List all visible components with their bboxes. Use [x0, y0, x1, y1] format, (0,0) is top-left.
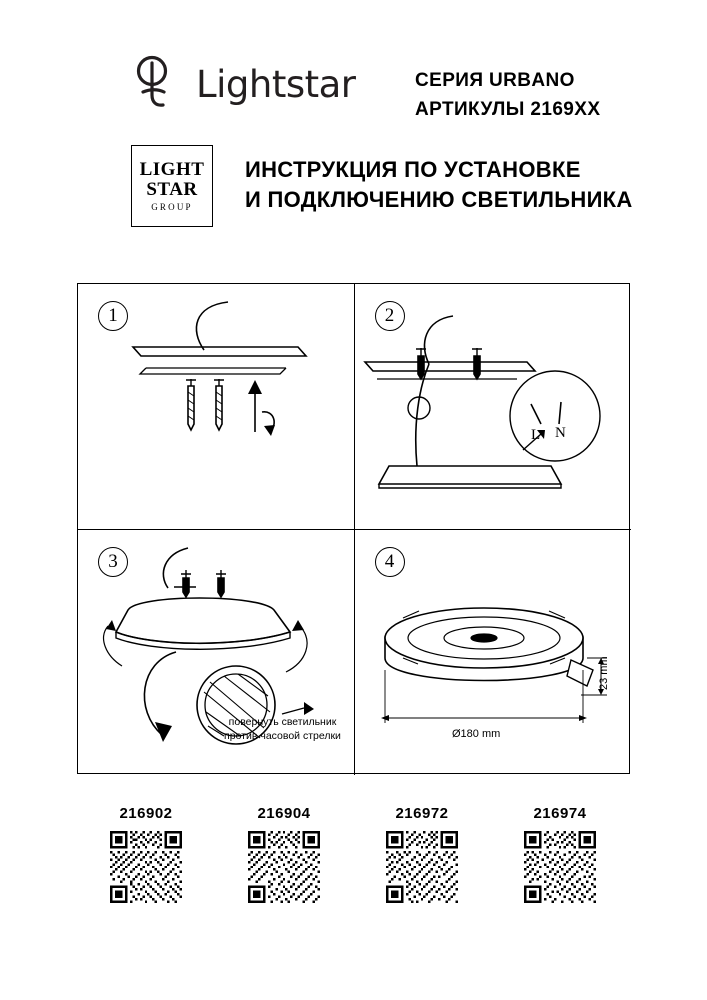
article-number: 216972	[395, 805, 449, 822]
dimension-height-label: 23 mm	[597, 655, 610, 690]
step-3-note	[215, 715, 350, 743]
brand-lockup	[130, 55, 356, 113]
wire-label-l: L	[530, 427, 540, 443]
step-3-note-line-1: повернуть светильник	[228, 715, 337, 728]
instruction-step-4	[355, 530, 632, 776]
page-title	[245, 155, 633, 215]
wiring-connection-icon	[355, 284, 632, 529]
instruction-grid	[77, 283, 630, 774]
step-number-1: 1	[98, 301, 128, 331]
instruction-step-2	[355, 284, 632, 530]
ceiling-bracket-screws-icon	[78, 284, 354, 529]
series-name: СЕРИЯ URBANO	[415, 70, 575, 91]
lsg-line-2: STAR	[146, 179, 198, 200]
article-code-item	[353, 805, 491, 935]
document-header	[0, 0, 707, 250]
fixture-dimensions-icon	[355, 530, 632, 776]
page-title-line-1: ИНСТРУКЦИЯ ПО УСТАНОВКЕ	[245, 157, 581, 182]
qr-code-216904	[248, 831, 320, 903]
brand-wordmark: Lightstar	[196, 62, 356, 106]
article-code-item	[215, 805, 353, 935]
article-number: 216974	[533, 805, 587, 822]
qr-code-216974	[524, 831, 596, 903]
qr-code-216902	[110, 831, 182, 903]
step-number-3: 3	[98, 547, 128, 577]
lightstar-group-logo	[131, 145, 213, 227]
article-code-item	[77, 805, 215, 935]
article-number: 216904	[257, 805, 311, 822]
qr-code-216972	[386, 831, 458, 903]
step-number-4: 4	[375, 547, 405, 577]
wire-label-n: N	[554, 425, 566, 441]
lsg-line-1: LIGHT	[139, 159, 205, 180]
article-number: 216902	[119, 805, 173, 822]
series-block	[415, 66, 600, 124]
lsg-line-3: GROUP	[151, 202, 193, 212]
article-code-item	[491, 805, 629, 935]
page-title-line-2: И ПОДКЛЮЧЕНИЮ СВЕТИЛЬНИКА	[245, 187, 633, 212]
step-3-note-line-2: против часовой стрелки	[224, 729, 341, 742]
lightstar-l-monogram-icon	[130, 55, 188, 113]
step-number-2: 2	[375, 301, 405, 331]
instruction-step-1	[78, 284, 355, 530]
article-code-list	[77, 805, 630, 935]
instruction-step-3	[78, 530, 355, 776]
dimension-diameter-label: Ø180 mm	[451, 727, 500, 740]
series-articles: АРТИКУЛЫ 2169XX	[415, 99, 601, 120]
